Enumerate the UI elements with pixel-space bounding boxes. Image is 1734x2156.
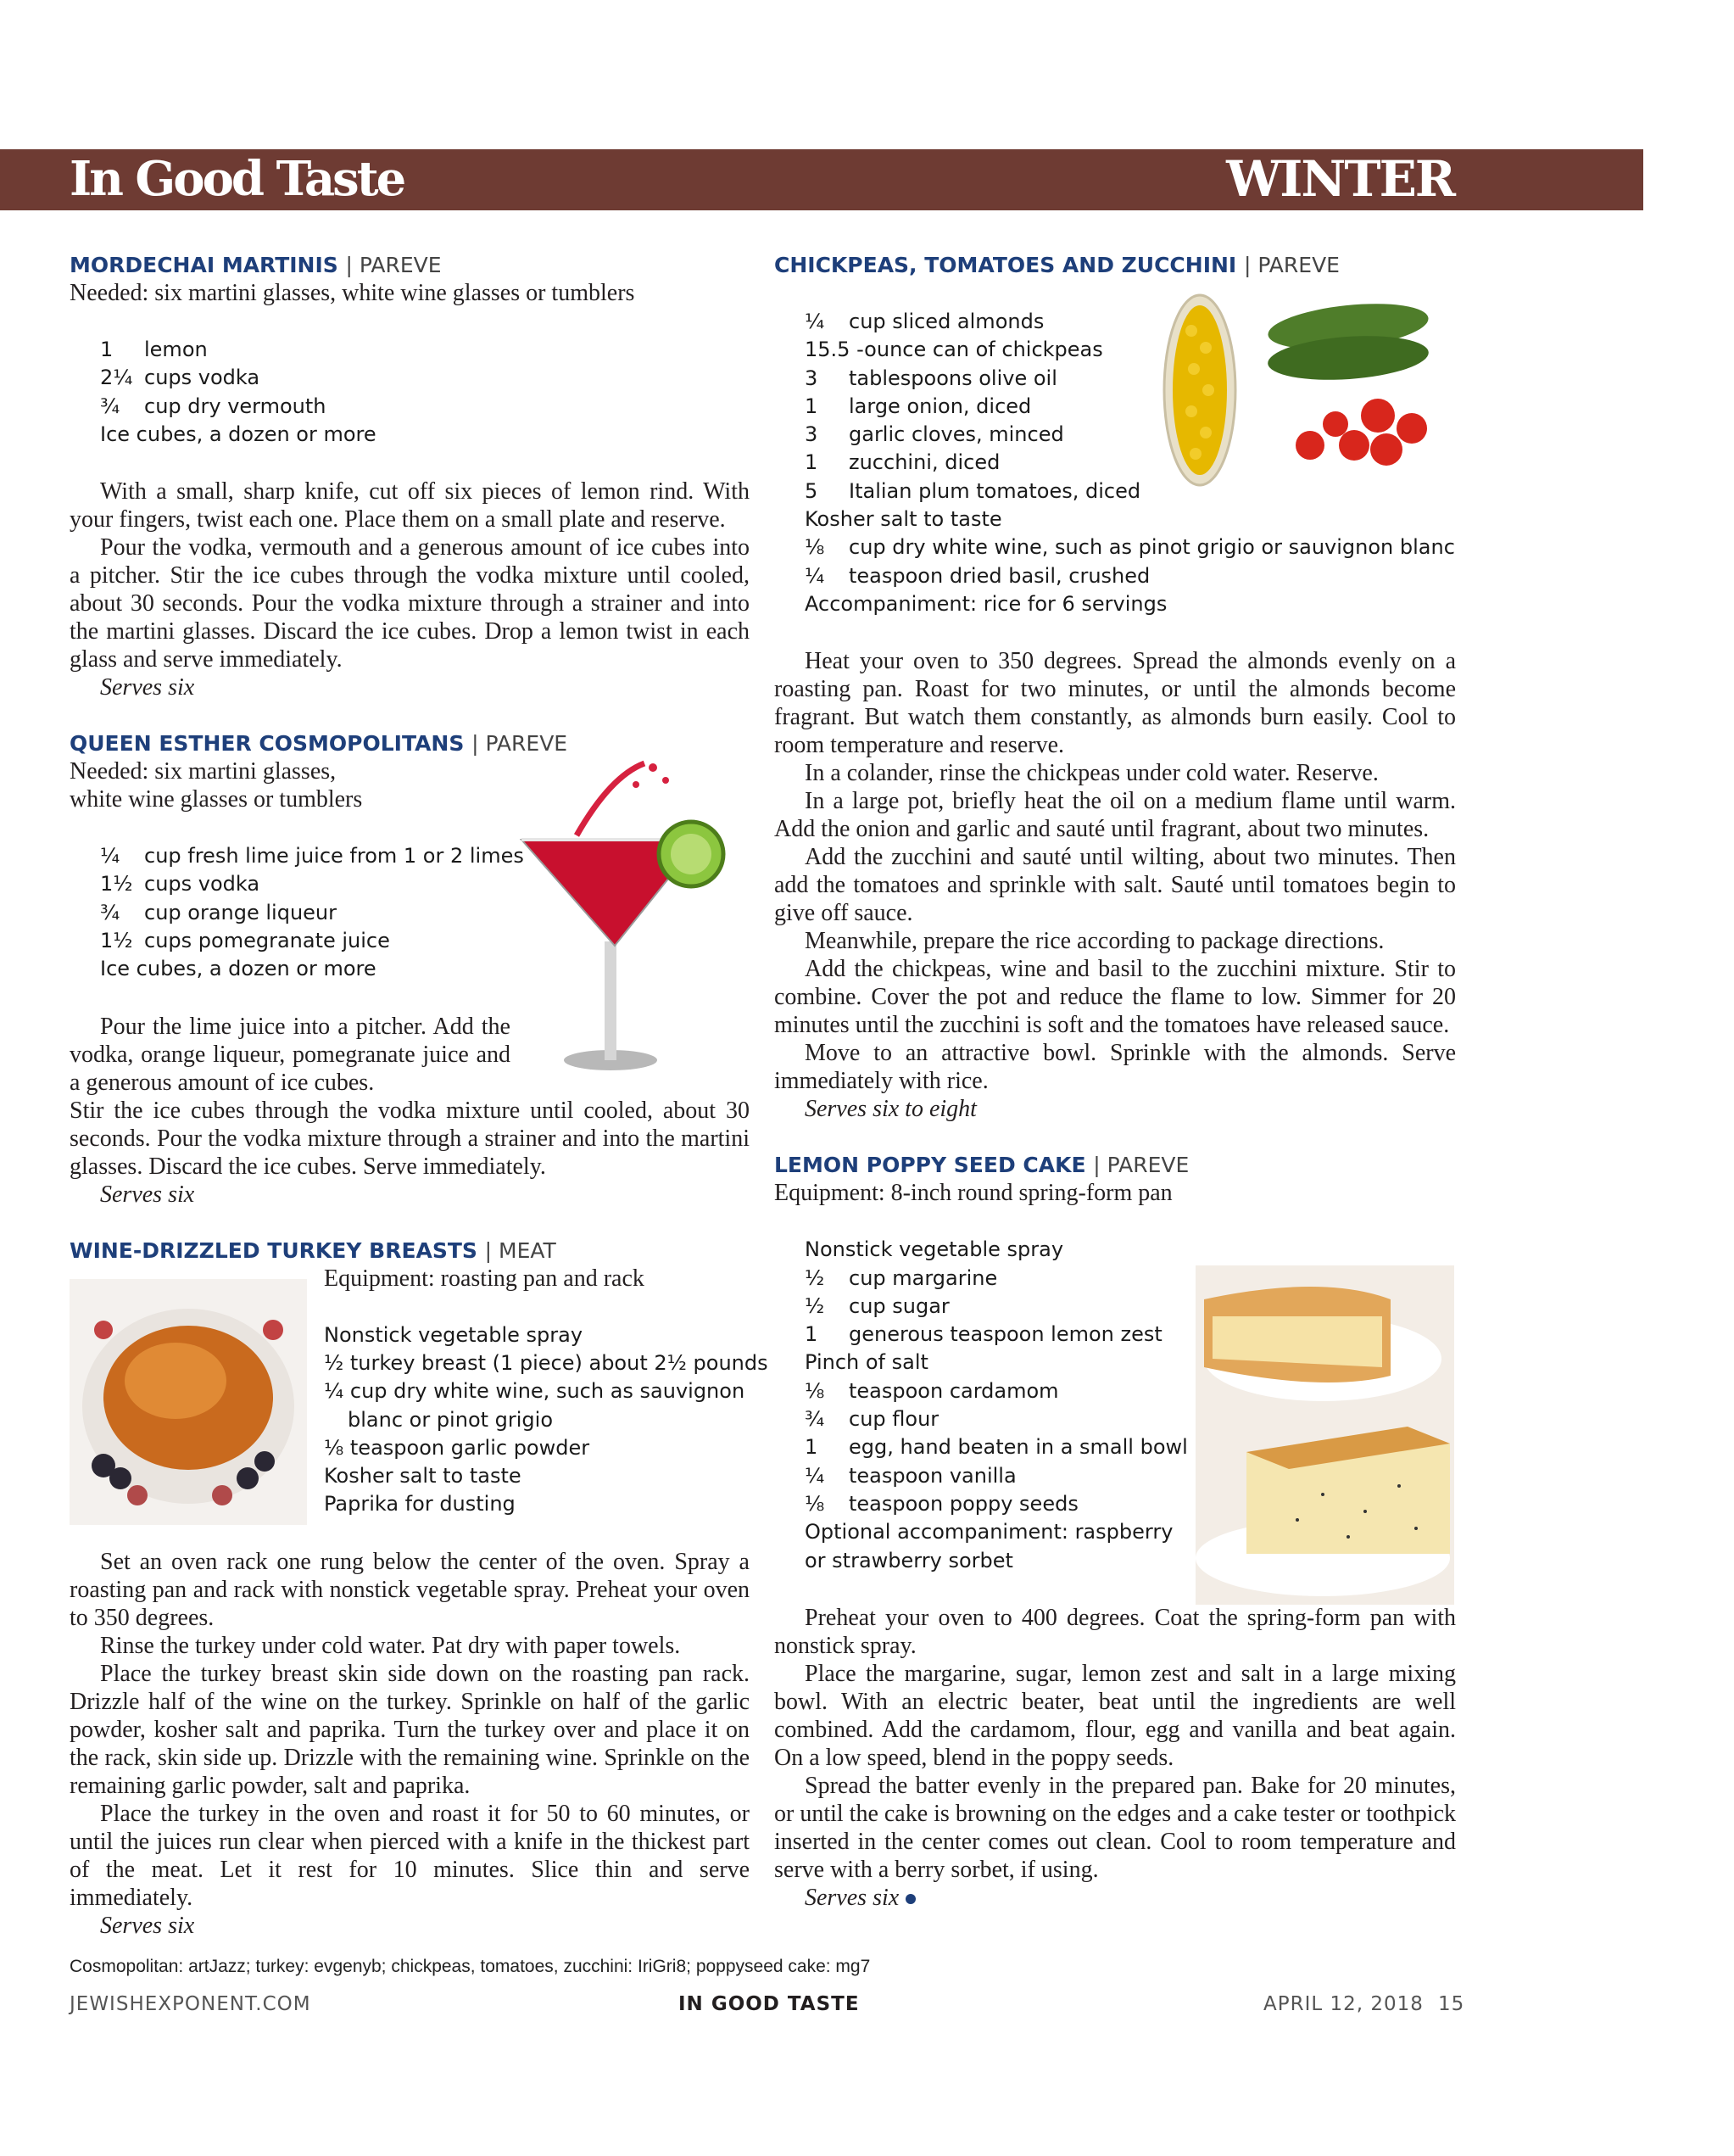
equipment-text: Equipment: roasting pan and rack bbox=[324, 1265, 644, 1292]
instruction: Stir the ice cubes through the vodka mixture until cooled, about 30 seconds. Pour the vodka mixture through a strainer and into the martini glasses. Discard the ice cubes. Serve immediately. bbox=[70, 1097, 750, 1180]
ingredient: 1 egg, hand beaten in a small bowl bbox=[805, 1435, 1188, 1460]
instruction: Rinse the turkey under cold water. Pat dry with paper towels. bbox=[100, 1632, 681, 1659]
ingredient: ⅛ teaspoon garlic powder bbox=[324, 1435, 590, 1460]
instruction: Pour the vodka, vermouth and a generous amount of ice cubes into a pitcher. Stir the ice cubes through the vodka mixture until cooled, about 30 seconds. Pour the vodka mixture through a strainer and into the martini glasses. Discard the ice cubes. Drop a lemon twist in each glass and serve immediately. bbox=[70, 534, 750, 673]
instruction: Place the turkey breast skin side down on the roasting pan rack. Drizzle half of the wine on the turkey. Sprinkle on half of the garlic powder, kosher salt and paprika. Turn the turkey over and place it on the rack, skin side up. Drizzle with the remaining wine. Sprinkle on the remaining garlic powder, salt and paprika. bbox=[70, 1660, 750, 1799]
serves-note: Serves six bbox=[100, 674, 195, 701]
recipe-title: WINE-DRIZZLED TURKEY BREASTS | MEAT bbox=[70, 1237, 556, 1263]
ingredient: 1 generous teaspoon lemon zest bbox=[805, 1322, 1163, 1347]
ingredient: 1½ cups pomegranate juice bbox=[100, 929, 390, 953]
ingredient: Nonstick vegetable spray bbox=[324, 1322, 583, 1347]
ingredient: 1½ cups vodka bbox=[100, 872, 260, 896]
ingredient: ⅛ teaspoon poppy seeds bbox=[805, 1491, 1079, 1516]
footer-site: JEWISHEXPONENT.COM bbox=[70, 1993, 311, 2015]
instruction: Move to an attractive bowl. Sprinkle with the almonds. Serve immediately with rice. bbox=[774, 1040, 1456, 1095]
instruction: Place the margarine, sugar, lemon zest and salt in a large mixing bowl. With an electric beater, beat until the ingredients are well combined. Add the cardamom, flour, egg and vanilla and beat again. On a low speed, blend in the poppy seeds. bbox=[774, 1660, 1456, 1771]
ingredient: ¼ teaspoon vanilla bbox=[805, 1463, 1017, 1488]
instruction: Spread the batter evenly in the prepared pan. Bake for 20 minutes, or until the cake is browning on the edges and a cake tester or toothpick inserted in the center comes out clean. Cool to room temperature and serve with a berry sorbet, if using. bbox=[774, 1772, 1456, 1883]
instruction: Set an oven rack one rung below the center of the oven. Spray a roasting pan and rack with nonstick vegetable spray. Preheat your oven to 350 degrees. bbox=[70, 1548, 750, 1631]
ingredient: 3 garlic cloves, minced bbox=[805, 422, 1064, 447]
left-column bbox=[70, 251, 768, 1940]
ingredient: 1 lemon bbox=[100, 338, 208, 361]
ingredient: 15.5 -ounce can of chickpeas bbox=[805, 338, 1103, 362]
ingredient: ¼ cup sliced almonds bbox=[805, 310, 1045, 333]
ingredient: Ice cubes, a dozen or more bbox=[100, 957, 376, 981]
instruction: Heat your oven to 350 degrees. Spread the almonds evenly on a roasting pan. Roast for two minutes, or until the almonds become fragrant. But watch them constantly, as almonds burn easily. Cool to room temperature and reserve. bbox=[774, 648, 1456, 759]
photo-credit: Cosmopolitan: artJazz; turkey: evgenyb; chickpeas, tomatoes, zucchini: IriGri8; poppyseed cake: mg7 bbox=[70, 1957, 871, 1976]
chickpeas-vegetables-photo bbox=[1153, 288, 1458, 509]
instruction: Preheat your oven to 400 degrees. Coat the spring-form pan with nonstick spray. bbox=[774, 1604, 1456, 1659]
serves-note: Serves six to eight bbox=[805, 1096, 977, 1123]
instruction: Add the zucchini and sauté until wilting, about two minutes. Then add the tomatoes and sprinkle with salt. Sauté until tomatoes begin to give off sauce. bbox=[774, 844, 1456, 927]
serves-note: Serves six bbox=[100, 1912, 195, 1939]
ingredient: blanc or pinot grigio bbox=[348, 1407, 554, 1432]
ingredient: Nonstick vegetable spray bbox=[805, 1237, 1064, 1262]
section-banner bbox=[0, 149, 1643, 210]
ingredient: ⅛ teaspoon cardamom bbox=[805, 1378, 1059, 1403]
ingredient: 1 large onion, diced bbox=[805, 394, 1032, 418]
instruction: Pour the lime juice into a pitcher. Add the vodka, orange liqueur, pomegranate juice and a generous amount of ice cubes. bbox=[70, 1013, 510, 1096]
recipe-title: CHICKPEAS, TOMATOES AND ZUCCHINI | PAREVE bbox=[774, 253, 1340, 277]
equipment-text: Equipment: 8-inch round spring-form pan bbox=[774, 1180, 1173, 1207]
recipe-title: QUEEN ESTHER COSMOPOLITANS | PAREVE bbox=[70, 731, 568, 757]
instruction: In a large pot, briefly heat the oil on a medium flame until warm. Add the onion and garlic and sauté until fragrant, about two minutes. bbox=[774, 788, 1456, 843]
needed-text: Needed: six martini glasses, white wine glasses or tumblers bbox=[70, 280, 635, 306]
footer-date: APRIL 12, 2018 bbox=[1263, 1993, 1424, 2015]
needed-text: white wine glasses or tumblers bbox=[70, 786, 363, 813]
ingredient: ¾ cup dry vermouth bbox=[100, 394, 326, 418]
ingredient: 3 tablespoons olive oil bbox=[805, 366, 1057, 390]
cosmopolitan-photo bbox=[517, 759, 738, 1081]
turkey-photo bbox=[70, 1279, 307, 1525]
instruction: In a colander, rinse the chickpeas under cold water. Reserve. bbox=[805, 760, 1379, 787]
ingredient: 2¼ cups vodka bbox=[100, 366, 260, 390]
instruction: With a small, sharp knife, cut off six pieces of lemon rind. With your fingers, twist each one. Place them on a small plate and reserve. bbox=[70, 478, 750, 533]
poppyseed-cake-photo bbox=[1196, 1265, 1454, 1605]
ingredient: or strawberry sorbet bbox=[805, 1548, 1013, 1572]
ingredient: Optional accompaniment: raspberry bbox=[805, 1520, 1174, 1544]
ingredient: ½ cup sugar bbox=[805, 1293, 950, 1318]
ingredient: ¾ cup orange liqueur bbox=[100, 900, 337, 924]
ingredient: ¼ teaspoon dried basil, crushed bbox=[805, 563, 1151, 588]
ingredient: Pinch of salt bbox=[805, 1350, 928, 1375]
page-number: 15 bbox=[1438, 1993, 1465, 2015]
season-label: WINTER bbox=[1226, 150, 1454, 208]
ingredient: Kosher salt to taste bbox=[805, 507, 1002, 532]
ingredient: 1 zucchini, diced bbox=[805, 450, 1001, 475]
ingredient: ½ cup margarine bbox=[805, 1265, 998, 1290]
ingredient: ½ turkey breast (1 piece) about 2½ pounds bbox=[324, 1350, 768, 1375]
needed-text: Needed: six martini glasses, bbox=[70, 758, 337, 785]
recipe-title: MORDECHAI MARTINIS | PAREVE bbox=[70, 253, 442, 277]
serves-note: Serves six bbox=[774, 1884, 1456, 1912]
section-title: In Good Taste bbox=[70, 151, 404, 207]
ingredient: 5 Italian plum tomatoes, diced bbox=[805, 478, 1141, 503]
ingredient-list bbox=[70, 336, 750, 449]
ingredient: Kosher salt to taste bbox=[324, 1464, 521, 1489]
instruction: Place the turkey in the oven and roast it for 50 to 60 minutes, or until the juices run clear when pierced with a knife in the thickest part of the meat. Let it rest for 10 minutes. Slice thin and serve immediately. bbox=[70, 1800, 750, 1911]
instruction: Meanwhile, prepare the rice according to package directions. bbox=[805, 928, 1385, 955]
footer-section: IN GOOD TASTE bbox=[678, 1993, 860, 2015]
recipe-title: LEMON POPPY SEED CAKE | PAREVE bbox=[774, 1153, 1190, 1178]
ingredient: Paprika for dusting bbox=[324, 1492, 516, 1516]
ingredient: ¼ cup fresh lime juice from 1 or 2 limes bbox=[100, 844, 524, 869]
ingredient: Ice cubes, a dozen or more bbox=[100, 422, 376, 446]
instruction: Add the chickpeas, wine and basil to the zucchini mixture. Stir to combine. Cover the pot and reduce the flame to low. Simmer for 20 minutes until the zucchini is soft and the tomatoes have released sauce. bbox=[774, 956, 1456, 1039]
ingredient: ⅛ cup dry white wine, such as pinot grigio or sauvignon blanc bbox=[805, 535, 1455, 560]
ingredient: Accompaniment: rice for 6 servings bbox=[805, 591, 1168, 616]
serves-note: Serves six bbox=[100, 1181, 195, 1208]
ingredient: ¾ cup flour bbox=[805, 1407, 939, 1432]
end-mark-icon bbox=[906, 1894, 916, 1904]
ingredient: ¼ cup dry white wine, such as sauvignon bbox=[324, 1379, 745, 1404]
